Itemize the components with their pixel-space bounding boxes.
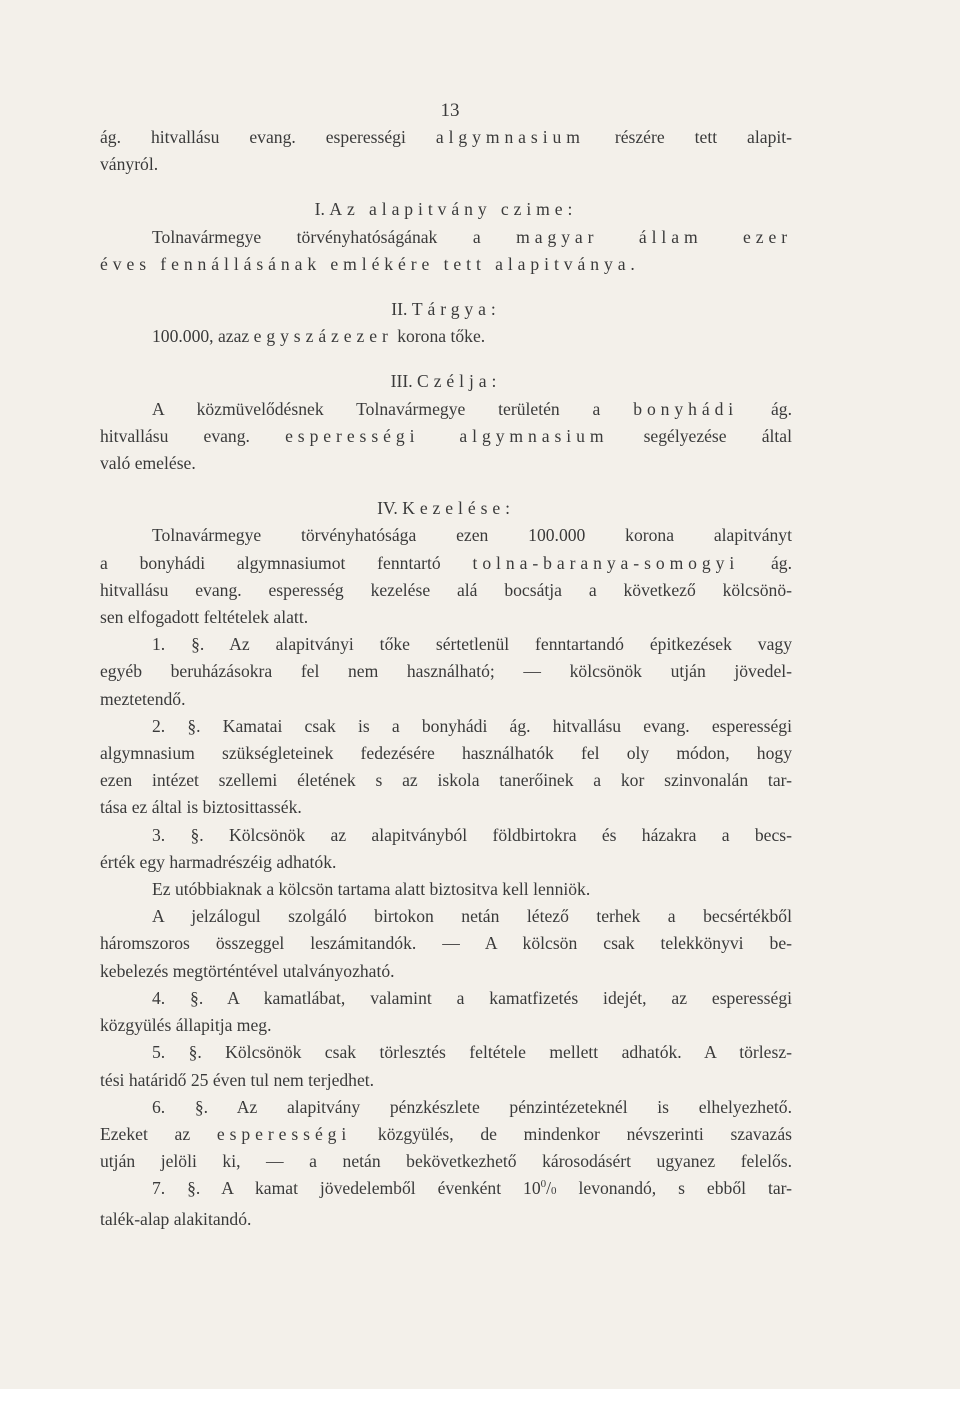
paragraph-6-line-1: 6. §. Az alapitvány pénzkészlete pénzintézeteknél is elhelyezhető.: [152, 1096, 792, 1117]
paragraph-2-line-1: 2. §. Kamatai csak is a bonyhádi ág. hitvallásu evang. esperességi: [152, 715, 792, 736]
paragraph-1-line-1: 1. §. Az alapitványi tőke sértetlenül fenntartandó épitkezések vagy: [152, 634, 792, 655]
section-4-line-4: sen elfogadott feltételek alatt.: [100, 607, 309, 628]
section-2-heading: II. Tárgya:: [391, 299, 501, 320]
section-2-line-1: 100.000, azaz egyszázezer korona tőke.: [152, 326, 486, 347]
intro-line-2: ványról.: [100, 154, 159, 175]
page-number: 13: [440, 100, 460, 121]
section-4-line-2: a bonyhádi algymnasiumot fenntartó tolna-baranya-somogyi ág.: [100, 552, 792, 573]
paragraph-7-line-1: 7. §. A kamat jövedelemből évenként $10^0/0$ levonandó, s ebből tar-: [152, 1178, 793, 1199]
section-1-line-2: éves fennállásának emlékére tett alapitványa.: [100, 253, 640, 274]
section-4-heading: IV. Kezelése:: [377, 498, 515, 519]
paragraph-3-line-3: Ez utóbbiaknak a kölcsön tartama alatt biztositva kell lenniök.: [152, 879, 591, 900]
paragraph-1-line-3: meztetendő.: [100, 688, 186, 709]
paragraph-3-line-1: 3. §. Kölcsönök az alapitványból földbirtokra és házakra a becs-: [152, 824, 792, 845]
section-3-line-2: hitvallásu evang. esperességi algymnasium segélyezése által: [100, 425, 792, 446]
paragraph-2-line-3: ezen intézet szellemi életének s az iskola tanerőinek a kor szinvonalán tar-: [100, 770, 792, 791]
paragraph-3-line-5: háromszoros összeggel leszámitandók. — A kölcsön csak telekkönyvi be-: [100, 933, 792, 954]
paragraph-5-line-1: 5. §. Kölcsönök csak törlesztés feltétele mellett adhatók. A törlesz-: [152, 1042, 792, 1063]
intro-line-1: ág. hitvallásu evang. esperességi algymnasium részére tett alapit-: [100, 127, 792, 147]
text-column: [100, 124, 792, 1233]
section-1-heading: I. Az alapitvány czime:: [314, 199, 578, 220]
paragraph-1-line-2: egyéb beruházásokra fel nem használható; — kölcsönök utján jövedel-: [100, 661, 792, 682]
paragraph-3-line-6: kebelezés megtörténtével utalványozható.: [100, 960, 395, 981]
paragraph-3-line-2: érték egy harmadrészéig adhatók.: [100, 851, 337, 872]
paragraph-2-line-2: algymnasium szükségleteinek fedezésére használhatók fel oly módon, hogy: [100, 743, 792, 764]
section-3-line-1: A közmüvelődésnek Tolnavármegye területén a bonyhádi ág.: [152, 398, 792, 419]
paragraph-3-line-4: A jelzálogul szolgáló birtokon netán létező terhek a becsértékből: [152, 906, 792, 927]
paragraph-5-line-2: tési határidő 25 éven tul nem terjedhet.: [100, 1069, 375, 1090]
section-4-line-1: Tolnavármegye törvényhatósága ezen 100.000 korona alapitványt: [152, 525, 792, 546]
paragraph-7-line-2: talék-alap alakitandó.: [100, 1208, 252, 1229]
paragraph-4-line-2: közgyülés állapitja meg.: [100, 1015, 272, 1036]
paragraph-2-line-4: tása ez által is biztosittassék.: [100, 797, 302, 818]
paragraph-6-line-3: utján jelöli ki, — a netán bekövetkezhető károsodásért ugyanez felelős.: [100, 1151, 792, 1172]
section-1-line-1: Tolnavármegye törvényhatóságának a magyar állam ezer: [152, 226, 792, 247]
paragraph-6-line-2: Ezeket az esperességi közgyülés, de mindenkor névszerinti szavazás: [100, 1123, 792, 1144]
section-3-heading: III. Czélja:: [390, 371, 502, 392]
section-3-line-3: való emelése.: [100, 453, 196, 474]
paragraph-4-line-1: 4. §. A kamatlábat, valamint a kamatfizetés idejét, az esperességi: [152, 987, 792, 1008]
section-4-line-3: hitvallásu evang. esperesség kezelése alá bocsátja a következő kölcsönö-: [100, 579, 792, 600]
